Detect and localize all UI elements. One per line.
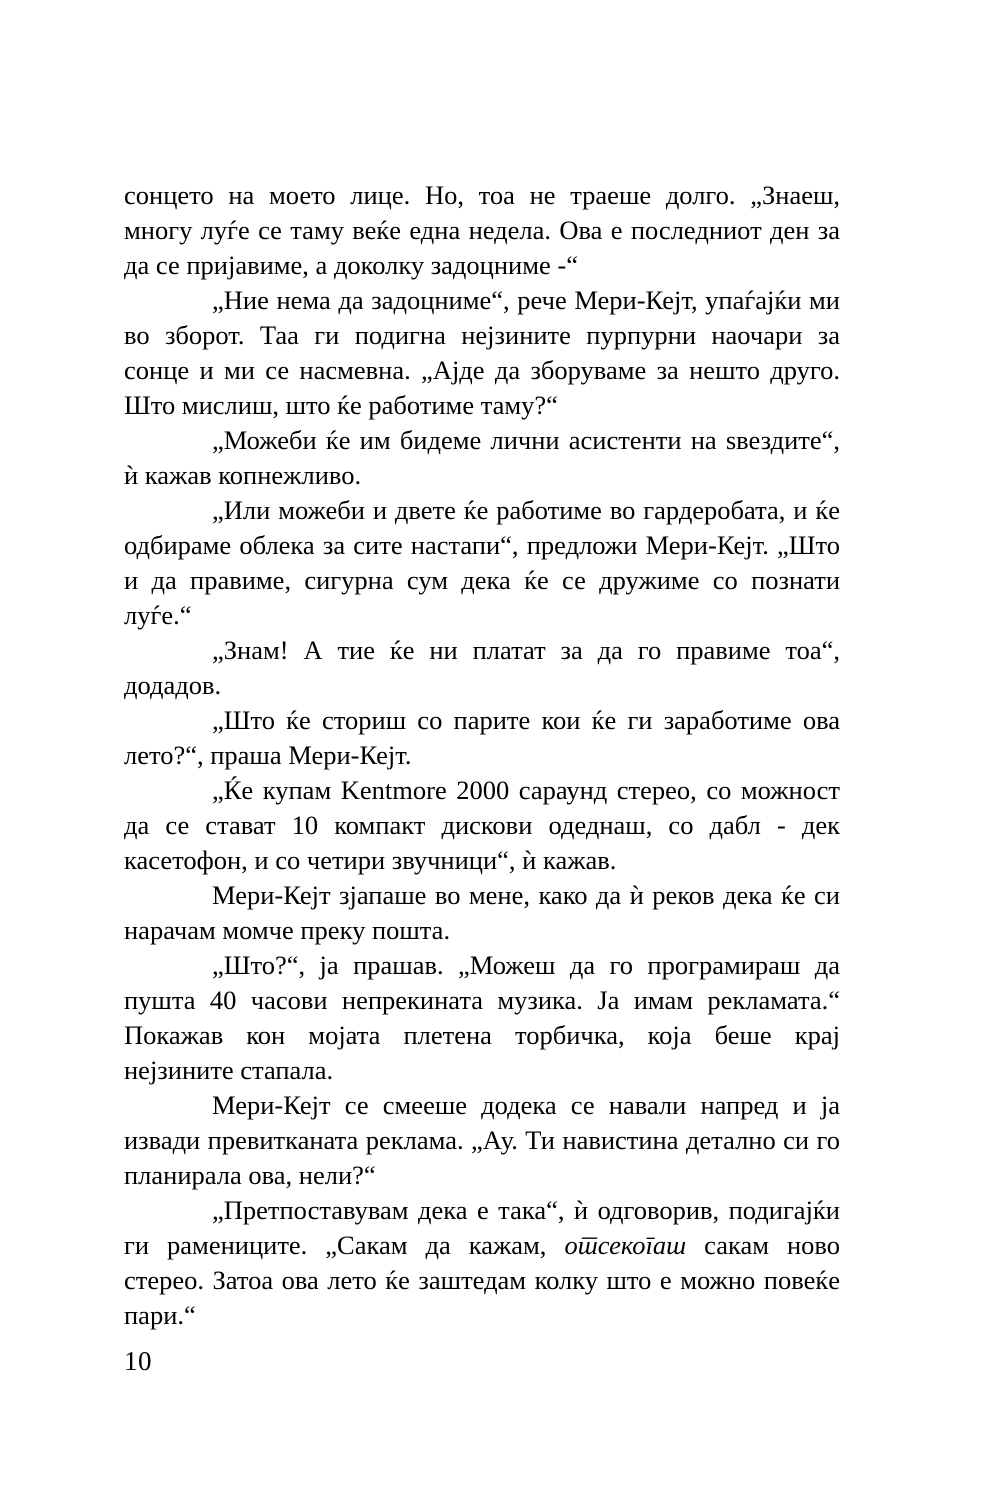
paragraph-11-emphasis: отсекогаш <box>564 1230 687 1260</box>
paragraph-6: „Што ќе сториш со парите кои ќе ги заработиме ова лето?“, праша Мери-Кејт. <box>124 705 840 770</box>
paragraph-3: „Можеби ќе им бидеме лични асистенти на ѕвездите“, ѝ кажав копнежливо. <box>124 425 840 490</box>
paragraph-1: сонцето на моето лице. Но, тоа не траеше долго. „Знаеш, многу луѓе се таму веќе една недела. Ова е последниот ден за да се пријавиме, а доколку задоцниме -“ <box>124 180 840 280</box>
paragraph-2: „Ние нема да задоцниме“, рече Мери-Кејт, упаѓајќи ми во зборот. Таа ги подигна нејзините пурпурни наочари за сонце и ми се насмевна. „Ајде да зборуваме за нешто друго. Што мислиш, што ќе работиме таму?“ <box>124 285 840 420</box>
paragraph-8: Мери-Кејт зјапаше во мене, како да ѝ реков дека ќе си нарачам момче преку пошта. <box>124 880 840 945</box>
page-number: 10 <box>124 1346 152 1376</box>
page-text-block <box>124 178 840 1333</box>
paragraph-5: „Знам! А тие ќе ни платат за да го правиме тоа“, додадов. <box>124 635 840 700</box>
paragraph-7: „Ќе купам Kentmore 2000 сараунд стерео, со можност да се стават 10 компакт дискови одеднаш, со дабл - дек касетофон, и со четири звучници“, ѝ кажав. <box>124 775 840 875</box>
paragraph-4: „Или можеби и двете ќе работиме во гардеробата, и ќе одбираме облека за сите настапи“, предложи Мери-Кејт. „Што и да правиме, сигурна сум дека ќе се дружиме со познати луѓе.“ <box>124 495 840 630</box>
paragraph-11 <box>124 1193 840 1333</box>
paragraph-9: „Што?“, ја прашав. „Можеш да го програмираш да пушта 40 часови непрекината музика. Ја имам рекламата.“ Покажав кон мојата плетена торбичка, која беше крај нејзините стапала. <box>124 950 840 1085</box>
paragraph-11-text-after-emphasis: сакам ново стерео. Затоа ова лето ќе заштедам колку што е можно повеќе пари.“ <box>124 1230 840 1330</box>
paragraph-10: Мери-Кејт се смееше додека се навали напред и ја извади превитканата реклама. „Ау. Ти навистина детално си го планирала ова, нели?“ <box>124 1090 840 1190</box>
paragraph-11-text-before-emphasis: „Претпоставувам дека е така“, ѝ одговорив, подигајќи ги рамениците. „Сакам да кажам, <box>124 1195 840 1260</box>
